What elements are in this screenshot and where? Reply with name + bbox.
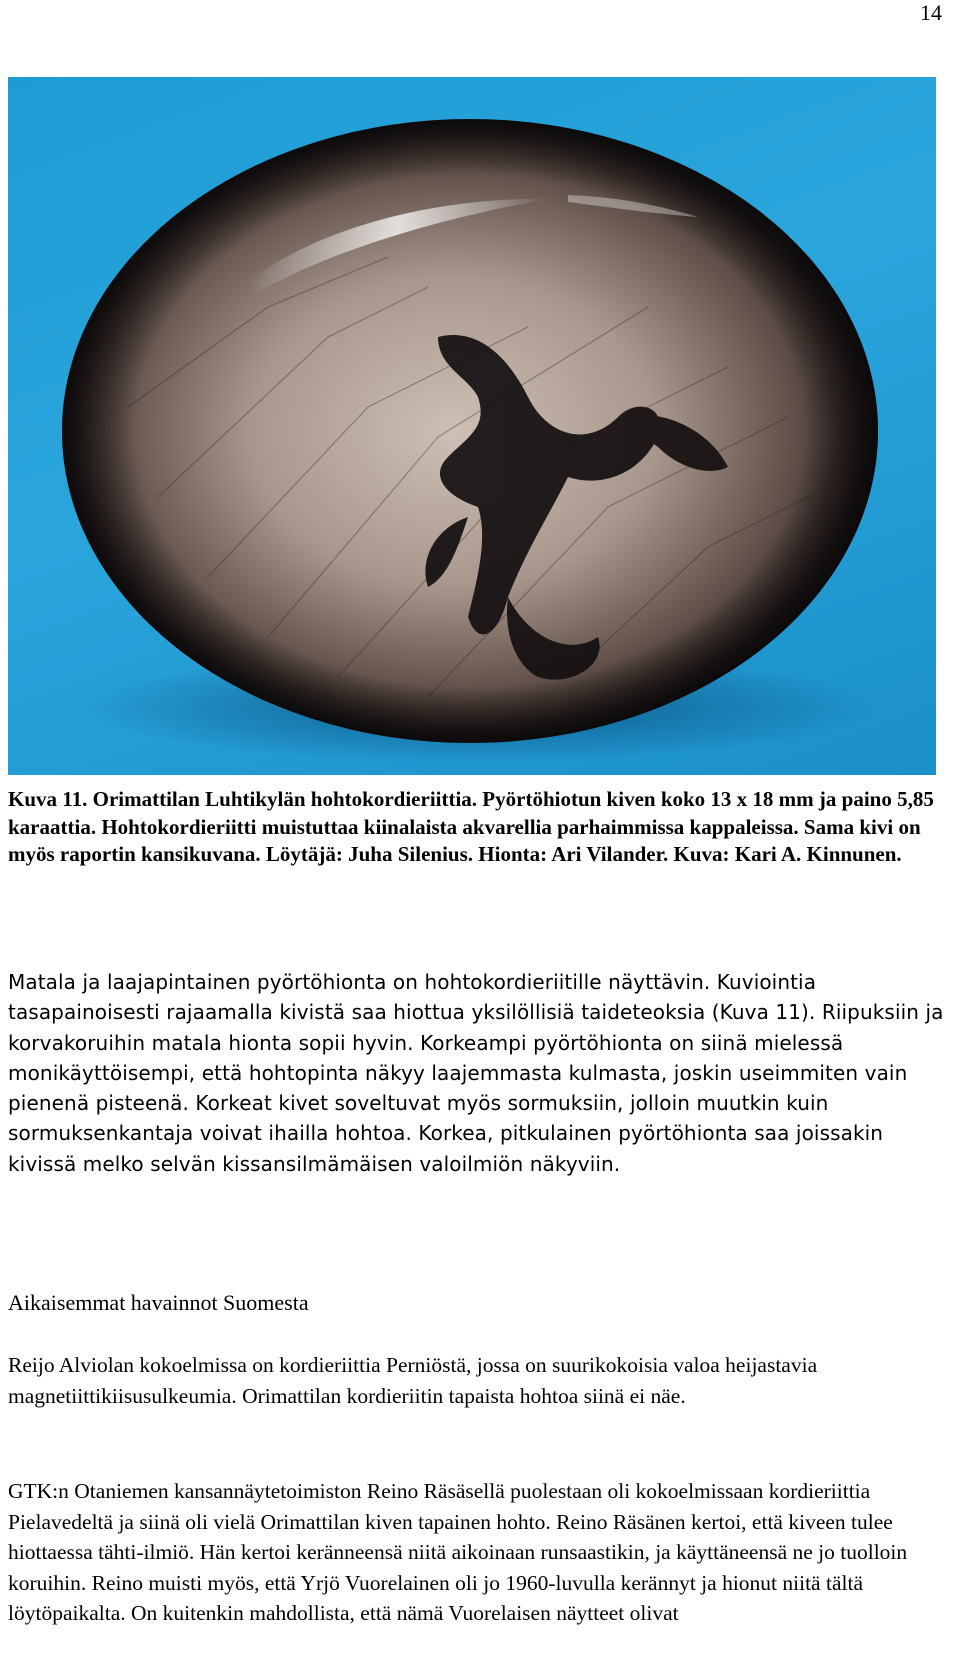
page-number: 14 bbox=[920, 0, 942, 25]
figure-caption: Kuva 11. Orimattilan Luhtikylän hohtokordieriittia. Pyörtöhiotun kiven koko 13 x 18 mm ja paino 5,85 karaattia. Hohtokordieriitti muistuttaa kiinalaista akvarellia parhaimmissa kappaleissa. Sama kivi on myös raportin kansikuvana. Löytäjä: Juha Silenius. Hionta: Ari Vilander. Kuva: Kari A. Kinnunen. bbox=[8, 787, 934, 866]
gemstone-photo bbox=[8, 77, 936, 775]
paragraph-2: Reijo Alviolan kokoelmissa on kordieriittia Perniöstä, jossa on suurikokoisia valoa heijastavia magnetiittikiisusulkeumia. Orimattilan kordieriitin tapaista hohtoa siinä ei näe. bbox=[8, 1353, 818, 1408]
paragraph-3: GTK:n Otaniemen kansannäytetoimiston Reino Räsäsellä puolestaan oli kokoelmissaan kordieriittia Pielavedeltä ja siinä oli vielä Orimattilan kiven tapainen hohto. Reino Räsänen kertoi, että kiveen tulee hiottaessa tähti-ilmiö. Hän kertoi keränneensä niitä aikoinaan runsaastikin, ja käyttäneensä ne jo tuolloin koruihin. Reino muisti myös, että Yrjö Vuorelainen oli jo 1960-luvulla kerännyt ja hionut niitä tältä löytöpaikalta. On kuitenkin mahdollista, että nämä Vuorelaisen näytteet olivat bbox=[8, 1479, 908, 1625]
paragraph-1: Matala ja laajapintainen pyörtöhionta on hohtokordieriitille näyttävin. Kuviointia tasapainoisesti rajaamalla kivistä saa hiottua yksilöllisiä taideteoksia (Kuva 11). Riipuksiin ja korvakoruihin matala hionta sopii hyvin. Korkeampi pyörtöhionta on siinä mielessä monikäyttöisempi, että hohtopinta näkyy laajemmasta kulmasta, joskin useimmiten vain pienenä pisteenä. Korkeat kivet soveltuvat myös sormuksiin, jolloin muutkin kuin sormuksenkantaja voivat ihailla hohtoa. Korkea, pitkulainen pyörtöhionta saa joissakin kivissä melko selvän kissansilmämäisen valoilmiön näkyviin. bbox=[8, 970, 944, 1176]
section-heading: Aikaisemmat havainnot Suomesta bbox=[8, 1290, 309, 1315]
